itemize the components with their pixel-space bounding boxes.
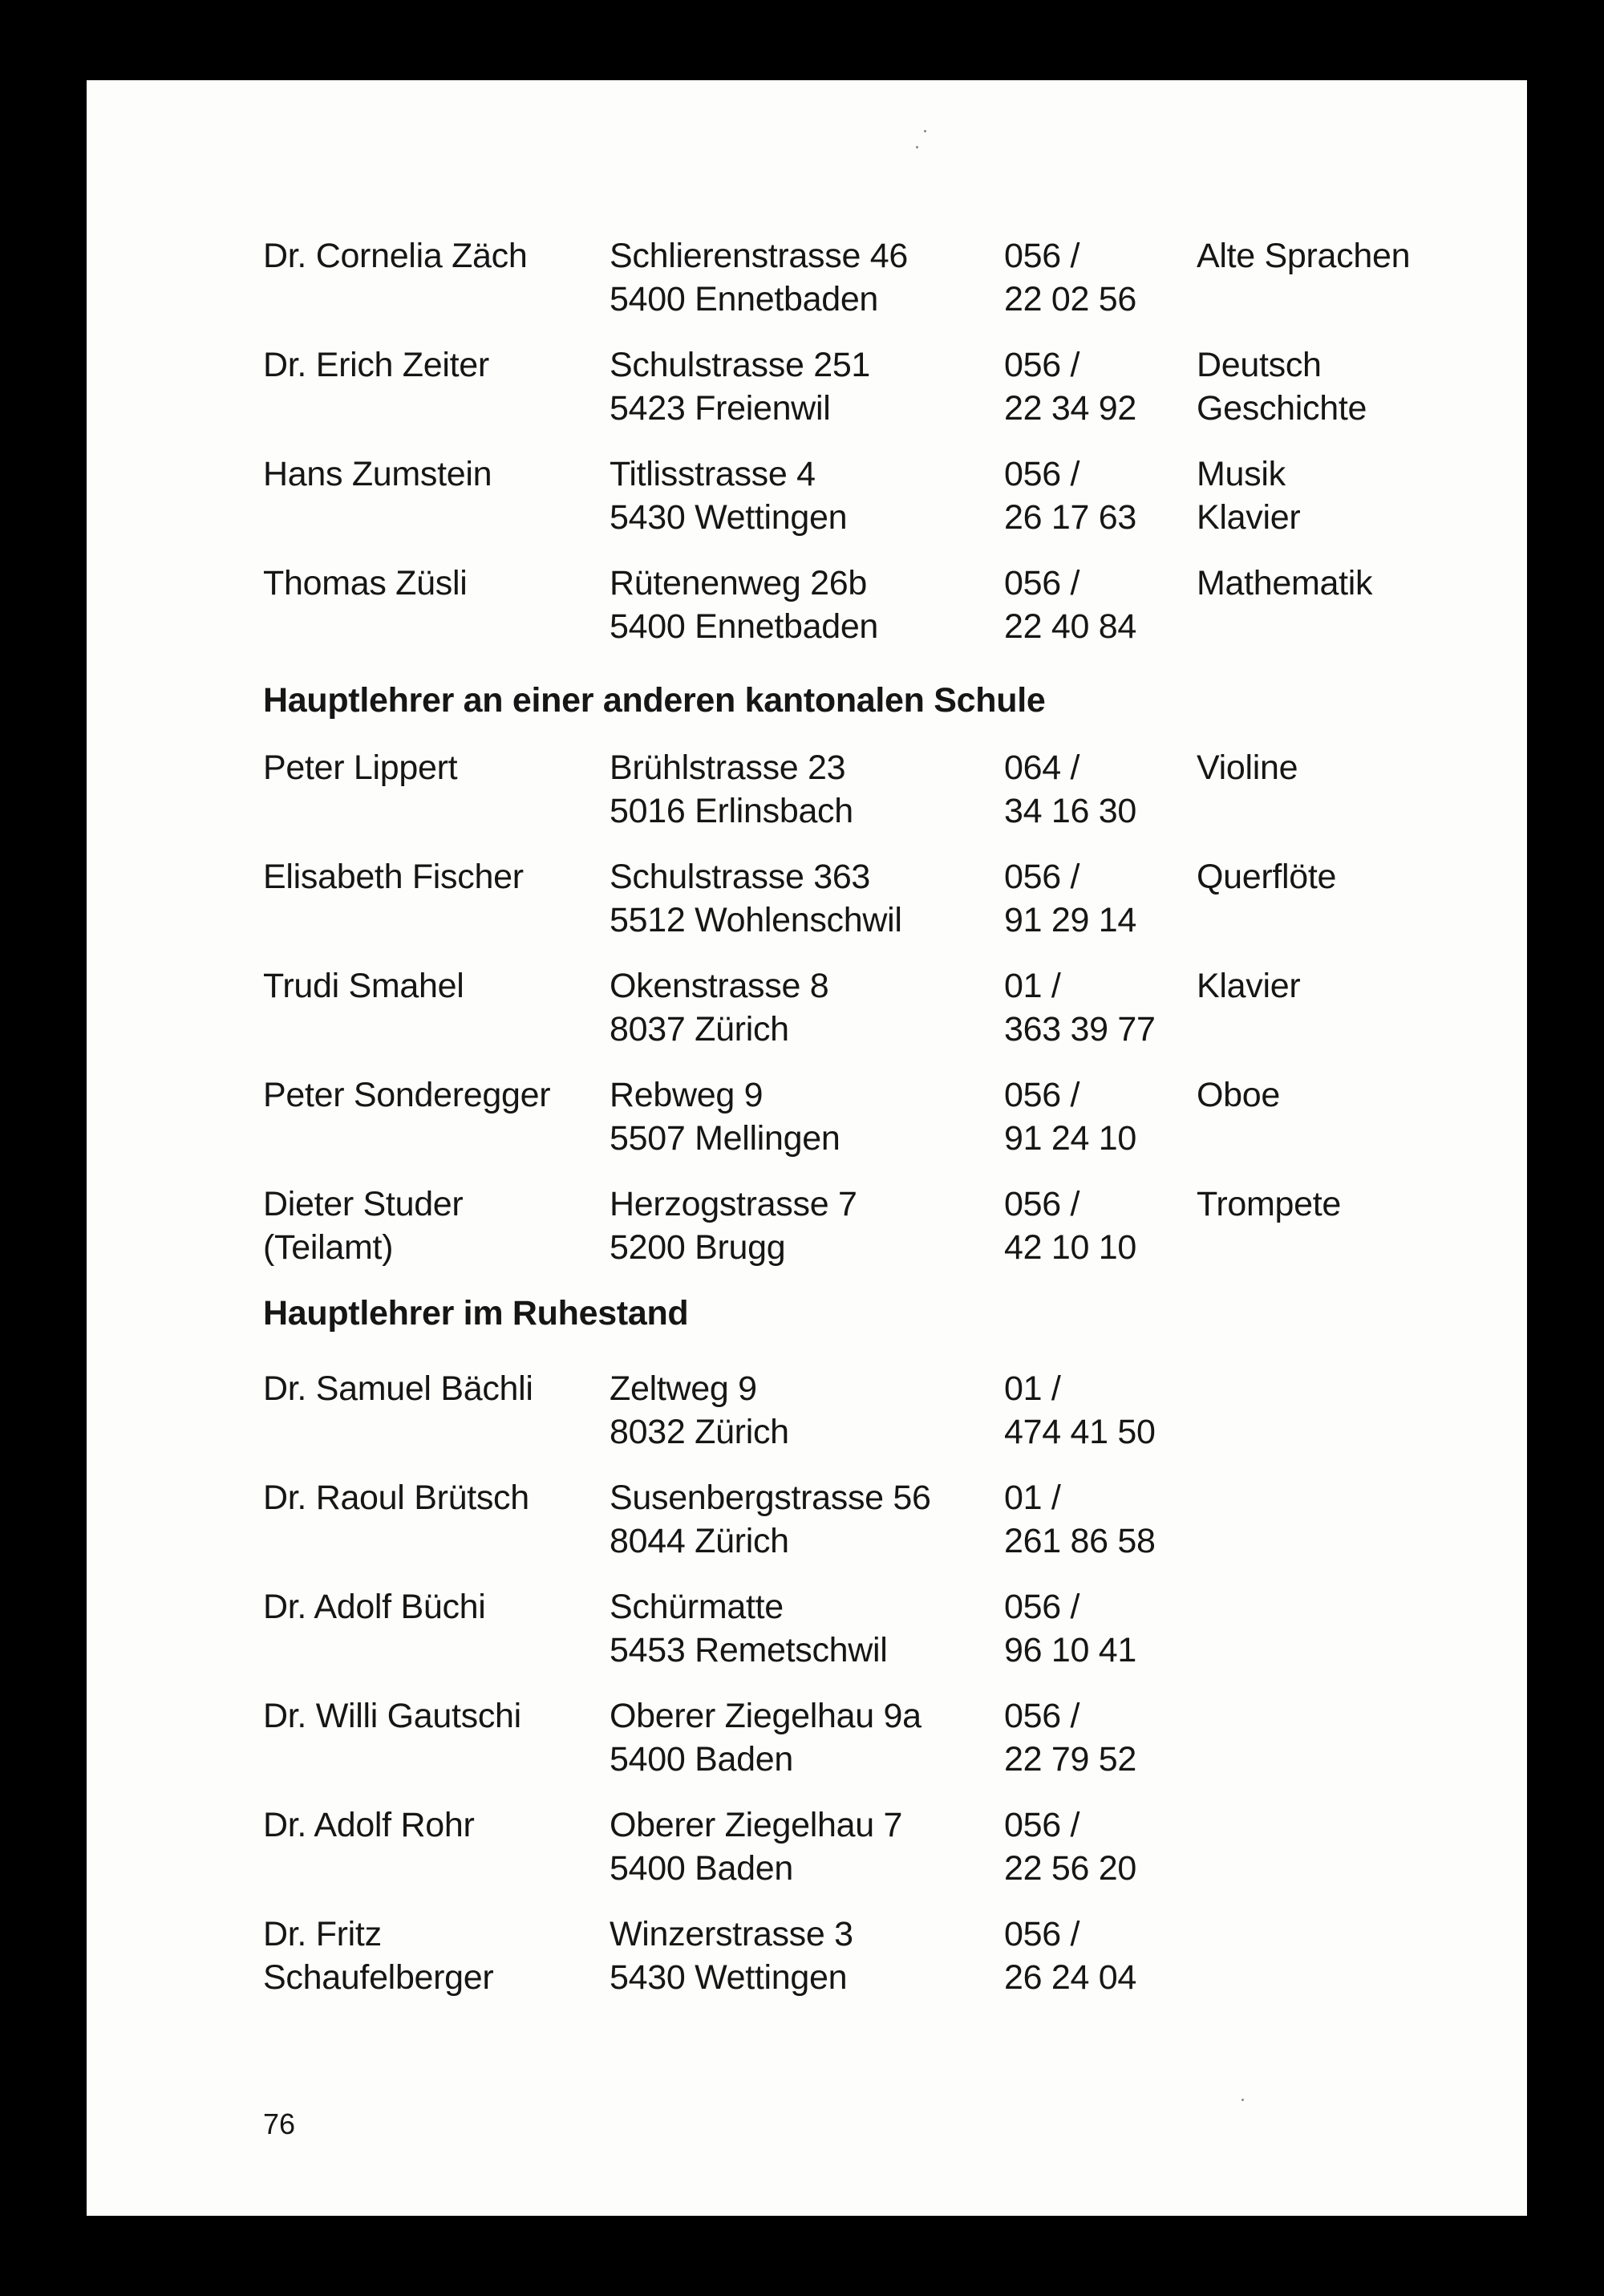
address-line: Winzerstrasse 3 [610,1915,853,1953]
subject-cell [1197,964,1517,1008]
name-line: Dieter Studer [263,1185,464,1223]
name-line: Dr. Adolf Rohr [263,1806,475,1844]
directory-entry [263,1182,1514,1292]
address-line: 5430 Wettingen [610,498,848,537]
name-line: Dr. Cornelia Zäch [263,237,528,275]
phone-cell [1004,234,1197,321]
address-line: Susenbergstrasse 56 [610,1479,931,1517]
address-cell [610,1803,986,1890]
phone-line: 01 / [1004,967,1061,1005]
address-line: 8032 Zürich [610,1413,789,1451]
subject-cell [1197,1182,1517,1226]
address-line: Schlierenstrasse 46 [610,237,908,275]
name-cell [263,1694,600,1738]
phone-line: 26 24 04 [1004,1958,1136,1997]
phone-line: 22 34 92 [1004,389,1136,428]
directory-section [263,1292,1514,2022]
phone-line: 22 02 56 [1004,280,1136,318]
directory-entry [263,1073,1514,1182]
address-cell [610,1913,986,1999]
address-line: 8037 Zürich [610,1010,789,1049]
name-cell [263,964,600,1008]
phone-line: 056 / [1004,455,1080,493]
address-line: 5512 Wohlenschwil [610,901,902,939]
name-cell [263,1073,600,1117]
phone-cell [1004,746,1197,833]
phone-line: 056 / [1004,1697,1080,1735]
document-page [87,80,1527,2216]
name-cell [263,234,600,278]
address-cell [610,1694,986,1781]
subject-line: Oboe [1197,1076,1280,1114]
subject-line: Alte Sprachen [1197,237,1411,275]
phone-line: 261 86 58 [1004,1522,1156,1560]
scan-speck [1241,2099,1244,2101]
directory-entry [263,746,1514,855]
address-line: 5507 Mellingen [610,1119,840,1158]
directory-entry [263,1476,1514,1585]
scan-speck [916,146,918,148]
subject-line: Klavier [1197,498,1301,537]
section-heading: Hauptlehrer im Ruhestand [263,1294,689,1333]
address-cell [610,234,986,321]
phone-line: 96 10 41 [1004,1631,1136,1669]
address-line: 5430 Wettingen [610,1958,848,1997]
phone-line: 22 40 84 [1004,607,1136,646]
directory-entry [263,855,1514,964]
address-line: Schulstrasse 363 [610,858,871,896]
subject-line: Querflöte [1197,858,1337,896]
address-line: Brühlstrasse 23 [610,748,846,787]
phone-line: 91 24 10 [1004,1119,1136,1158]
phone-line: 01 / [1004,1369,1061,1408]
directory-listing [263,234,1514,2022]
address-cell [610,855,986,942]
phone-line: 056 / [1004,1588,1080,1626]
phone-line: 064 / [1004,748,1080,787]
directory-entry [263,1913,1514,2022]
directory-entry [263,1803,1514,1913]
address-line: Titlisstrasse 4 [610,455,816,493]
address-cell [610,746,986,833]
address-line: Oberer Ziegelhau 9a [610,1697,921,1735]
directory-entry [263,343,1514,452]
name-line: Dr. Adolf Büchi [263,1588,486,1626]
phone-line: 474 41 50 [1004,1413,1156,1451]
subject-cell [1197,855,1517,899]
name-cell [263,746,600,789]
directory-entry [263,234,1514,343]
subject-cell [1197,234,1517,278]
phone-line: 01 / [1004,1479,1061,1517]
address-cell [610,343,986,430]
phone-line: 22 79 52 [1004,1740,1136,1779]
name-cell [263,1182,600,1269]
phone-line: 056 / [1004,1915,1080,1953]
address-line: Schürmatte [610,1588,784,1626]
name-line: Peter Sonderegger [263,1076,551,1114]
address-cell [610,1073,986,1160]
name-line: Dr. Fritz [263,1915,382,1953]
phone-cell [1004,562,1197,648]
subject-line: Violine [1197,748,1298,787]
subject-cell [1197,562,1517,605]
name-line: Dr. Raoul Brütsch [263,1479,529,1517]
phone-cell [1004,855,1197,942]
phone-cell [1004,1073,1197,1160]
subject-line: Klavier [1197,967,1301,1005]
phone-line: 056 / [1004,1806,1080,1844]
name-line: Thomas Züsli [263,564,468,602]
phone-cell [1004,343,1197,430]
name-line: Dr. Samuel Bächli [263,1369,533,1408]
name-cell [263,1803,600,1847]
address-line: 5423 Freienwil [610,389,831,428]
name-cell [263,452,600,496]
phone-line: 91 29 14 [1004,901,1136,939]
name-cell [263,855,600,899]
page-number: 76 [263,2107,296,2140]
name-line: Schaufelberger [263,1958,494,1997]
subject-line: Musik [1197,455,1286,493]
phone-cell [1004,1367,1197,1454]
phone-line: 056 / [1004,564,1080,602]
name-cell [263,343,600,387]
address-cell [610,1476,986,1563]
name-line: Elisabeth Fischer [263,858,524,896]
subject-cell [1197,1073,1517,1117]
phone-cell [1004,964,1197,1051]
name-cell [263,1367,600,1410]
address-line: Herzogstrasse 7 [610,1185,857,1223]
name-cell [263,562,600,605]
address-line: 5400 Ennetbaden [610,280,879,318]
phone-cell [1004,1913,1197,1999]
directory-entry [263,452,1514,562]
address-line: 5016 Erlinsbach [610,792,853,830]
address-line: 5400 Baden [610,1740,793,1779]
name-line: Trudi Smahel [263,967,464,1005]
name-cell [263,1585,600,1629]
address-line: Zeltweg 9 [610,1369,757,1408]
subject-line: Trompete [1197,1185,1342,1223]
address-cell [610,1182,986,1269]
phone-line: 056 / [1004,858,1080,896]
name-line: Peter Lippert [263,748,458,787]
address-cell [610,452,986,539]
scan-speck [924,130,926,132]
address-line: Schulstrasse 251 [610,346,871,384]
phone-line: 056 / [1004,346,1080,384]
phone-line: 056 / [1004,1185,1080,1223]
directory-section [263,679,1514,1292]
phone-cell [1004,1476,1197,1563]
name-line: Dr. Erich Zeiter [263,346,489,384]
directory-entry [263,562,1514,671]
address-line: 5400 Baden [610,1849,793,1888]
subject-cell [1197,746,1517,789]
address-cell [610,1585,986,1672]
name-line: Dr. Willi Gautschi [263,1697,521,1735]
directory-entry [263,1694,1514,1803]
address-cell [610,562,986,648]
address-cell [610,964,986,1051]
name-cell [263,1913,600,1999]
phone-line: 056 / [1004,1076,1080,1114]
address-line: Okenstrasse 8 [610,967,829,1005]
address-line: Rütenenweg 26b [610,564,867,602]
phone-cell [1004,1182,1197,1269]
phone-cell [1004,1585,1197,1672]
phone-cell [1004,1803,1197,1890]
phone-line: 42 10 10 [1004,1228,1136,1267]
subject-line: Geschichte [1197,389,1367,428]
directory-entry [263,1585,1514,1694]
address-line: Rebweg 9 [610,1076,764,1114]
phone-cell [1004,452,1197,539]
address-line: 5200 Brugg [610,1228,786,1267]
address-line: Oberer Ziegelhau 7 [610,1806,903,1844]
directory-entry [263,964,1514,1073]
subject-cell [1197,343,1517,430]
directory-section [263,234,1514,671]
phone-line: 34 16 30 [1004,792,1136,830]
phone-cell [1004,1694,1197,1781]
phone-line: 22 56 20 [1004,1849,1136,1888]
phone-line: 26 17 63 [1004,498,1136,537]
subject-line: Mathematik [1197,564,1373,602]
address-line: 5453 Remetschwil [610,1631,888,1669]
subject-line: Deutsch [1197,346,1322,384]
name-line: Hans Zumstein [263,455,492,493]
address-line: 5400 Ennetbaden [610,607,879,646]
name-line: (Teilamt) [263,1228,394,1267]
name-cell [263,1476,600,1519]
directory-entry [263,1367,1514,1476]
phone-line: 363 39 77 [1004,1010,1156,1049]
subject-cell [1197,452,1517,539]
phone-line: 056 / [1004,237,1080,275]
section-heading: Hauptlehrer an einer anderen kantonalen Schule [263,681,1046,720]
address-line: 8044 Zürich [610,1522,789,1560]
address-cell [610,1367,986,1454]
